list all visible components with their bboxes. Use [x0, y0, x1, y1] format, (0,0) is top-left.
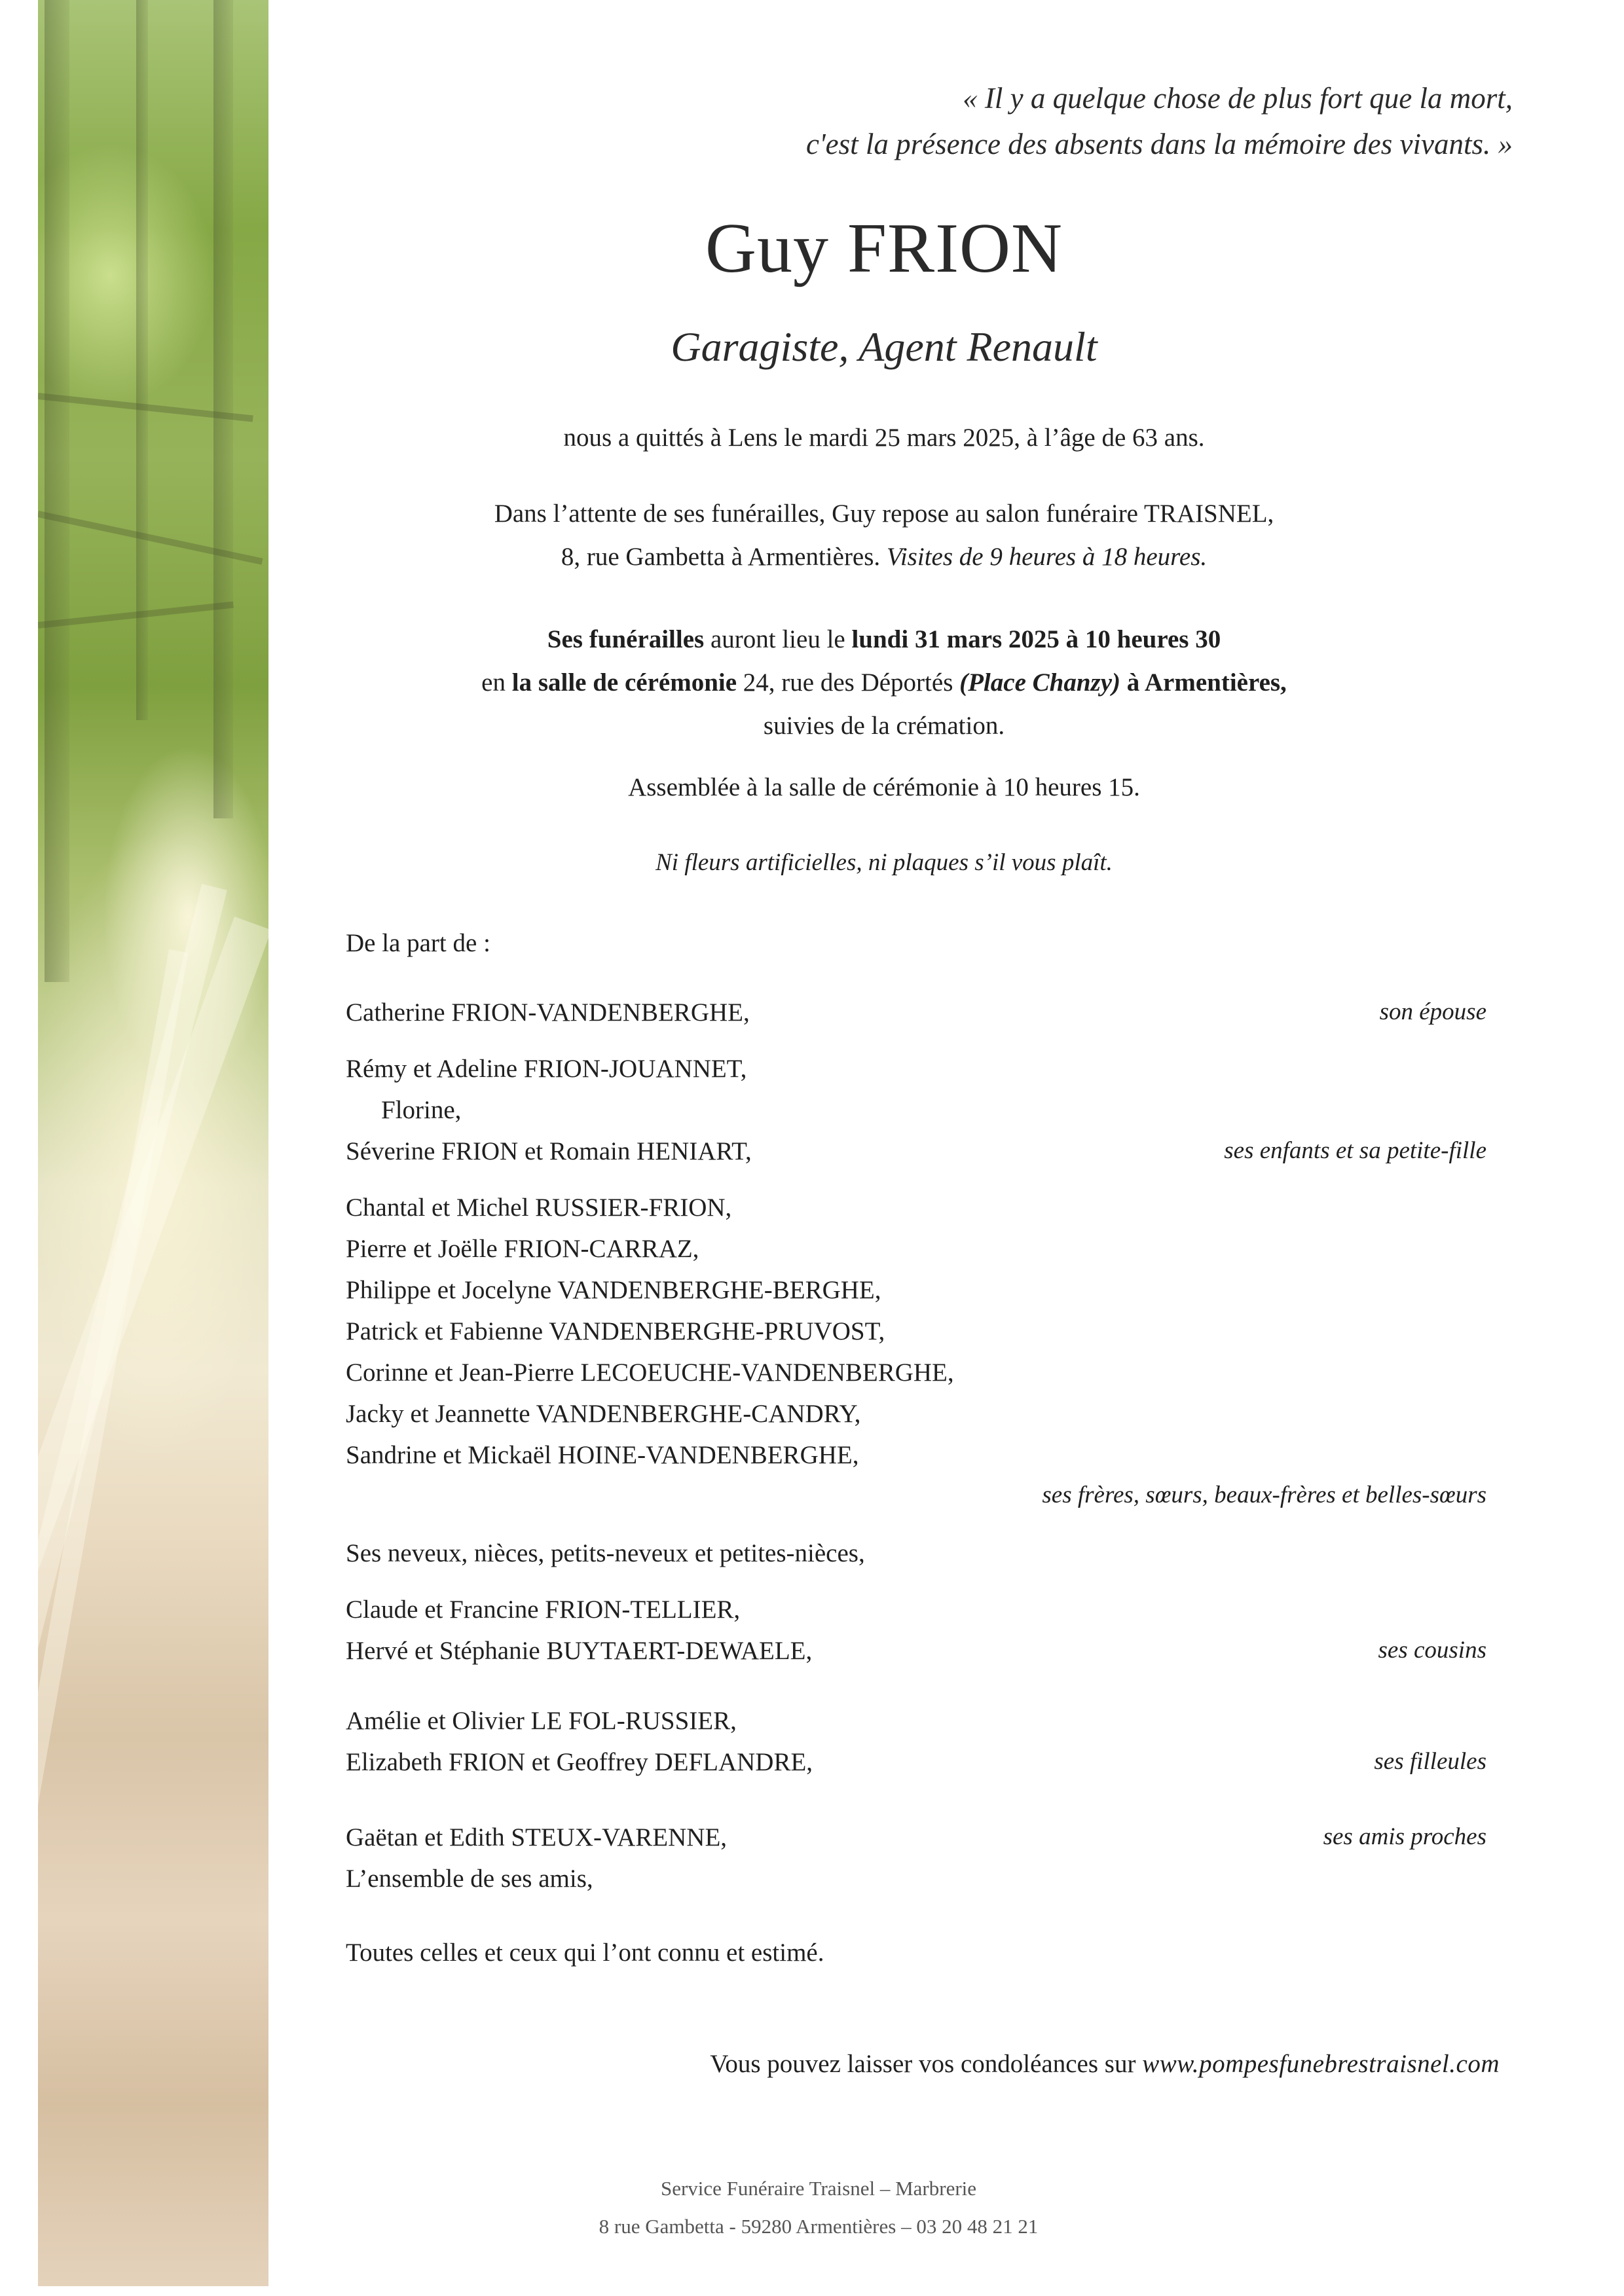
siblings-role: ses frères, sœurs, beaux-frères et belles-sœurs: [1042, 1482, 1486, 1508]
funeral-address: 24, rue des Déportés: [743, 668, 953, 697]
condolences-link[interactable]: www.pompesfunebrestraisnel.com: [1142, 2050, 1500, 2078]
rest-notice: [268, 492, 1500, 579]
godchild-1: Amélie et Olivier LE FOL-RUSSIER,: [346, 1707, 737, 1735]
epigraph-quote: [806, 75, 1513, 167]
cousin-2: Hervé et Stéphanie BUYTAERT-DEWAELE,: [346, 1637, 813, 1665]
grandchild: Florine,: [381, 1096, 462, 1124]
quote-line-2: c'est la présence des absents dans la mémoire des vivants. »: [806, 128, 1513, 160]
footer-line-2: 8 rue Gambetta - 59280 Armentières – 03 20 48 21 21: [599, 2215, 1039, 2238]
spouse-name: Catherine FRION-VANDENBERGHE,: [346, 998, 750, 1027]
flowers-notice: [268, 841, 1500, 884]
nephews-line: Ses neveux, nièces, petits-neveux et petites-nièces,: [346, 1539, 865, 1567]
condolences-text: Vous pouvez laisser vos condoléances sur: [710, 2050, 1136, 2078]
funeral-city: à Armentières,: [1126, 668, 1287, 697]
quote-line-1: « Il y a quelque chose de plus fort que la mort,: [963, 82, 1513, 115]
rest-line-2: [268, 536, 1500, 579]
death-notice: [268, 416, 1500, 460]
assembly-notice: [268, 766, 1500, 809]
sibling-3: Philippe et Jocelyne VANDENBERGHE-BERGHE,: [346, 1276, 881, 1304]
footer-line-1: Service Funéraire Traisnel – Marbrerie: [660, 2177, 977, 2200]
visit-hours: Visites de 9 heures à 18 heures.: [886, 543, 1208, 571]
funeral-text: auront lieu le: [710, 625, 845, 653]
sibling-4: Patrick et Fabienne VANDENBERGHE-PRUVOST,: [346, 1317, 885, 1345]
funeral-notice: [268, 618, 1500, 748]
funeral-place: la salle de cérémonie: [511, 668, 737, 697]
sibling-6: Jacky et Jeannette VANDENBERGHE-CANDRY,: [346, 1400, 861, 1428]
funeral-date: lundi 31 mars 2025 à 10 heures 30: [851, 625, 1221, 653]
funeral-cremation: suivies de la crémation.: [763, 712, 1005, 740]
friends-role: ses amis proches: [1323, 1823, 1486, 1850]
assembly-line: Assemblée à la salle de cérémonie à 10 heures 15.: [628, 773, 1140, 801]
rest-line-1: Dans l’attente de ses funérailles, Guy repose au salon funéraire TRAISNEL,: [494, 500, 1274, 528]
funeral-label: Ses funérailles: [547, 625, 705, 653]
godchildren-role: ses filleules: [1374, 1748, 1486, 1775]
deceased-profession: Garagiste, Agent Renault: [671, 323, 1098, 370]
funeral-square: (Place Chanzy): [959, 668, 1121, 697]
death-line: nous a quittés à Lens le mardi 25 mars 2025, à l’âge de 63 ans.: [563, 424, 1205, 452]
cousins-role: ses cousins: [1378, 1637, 1486, 1664]
condolences-line: [710, 2049, 1500, 2079]
sibling-1: Chantal et Michel RUSSIER-FRION,: [346, 1194, 732, 1222]
all-friends: L’ensemble de ses amis,: [346, 1865, 593, 1893]
spouse-role: son épouse: [1379, 998, 1486, 1025]
funeral-en: en: [481, 668, 506, 697]
child-1: Rémy et Adeline FRION-JOUANNET,: [346, 1055, 747, 1083]
cousin-1: Claude et Francine FRION-TELLIER,: [346, 1595, 741, 1624]
flowers-line: Ni fleurs artificielles, ni plaques s’il vous plaît.: [655, 849, 1113, 876]
sibling-2: Pierre et Joëlle FRION-CARRAZ,: [346, 1235, 699, 1263]
everyone-line: Toutes celles et ceux qui l’ont connu et estimé.: [346, 1939, 824, 1967]
godchild-2: Elizabeth FRION et Geoffrey DEFLANDRE,: [346, 1748, 813, 1776]
deceased-name: Guy FRION: [705, 210, 1063, 287]
forest-path-image: [38, 0, 268, 2286]
from-label: De la part de :: [346, 929, 490, 957]
sibling-5: Corinne et Jean-Pierre LECOEUCHE-VANDENBERGHE,: [346, 1358, 954, 1387]
funeral-home-footer: [393, 2170, 1244, 2246]
children-role: ses enfants et sa petite-fille: [1224, 1137, 1486, 1164]
rest-address: 8, rue Gambetta à Armentières.: [561, 543, 881, 571]
sibling-7: Sandrine et Mickaël HOINE-VANDENBERGHE,: [346, 1441, 859, 1469]
child-2: Séverine FRION et Romain HENIART,: [346, 1137, 752, 1165]
close-friend: Gaëtan et Edith STEUX-VARENNE,: [346, 1823, 728, 1851]
